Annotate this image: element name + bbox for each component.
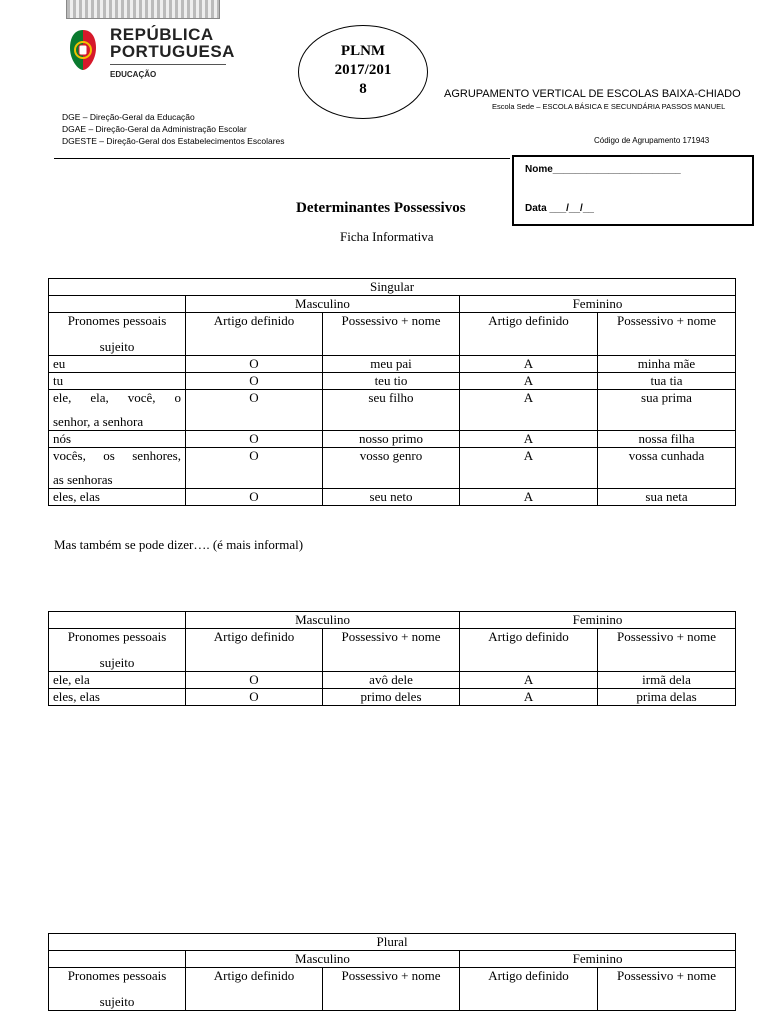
table-row (49, 373, 736, 390)
table-row (49, 390, 736, 431)
feminino-header: Feminino (460, 296, 736, 313)
pronomes-header-line2: sujeito (99, 339, 135, 354)
artigo-f-header: Artigo definido (460, 313, 598, 356)
logo-sub: EDUCAÇÃO (110, 70, 157, 79)
table-caption: Plural (49, 934, 736, 951)
table-caption-row (49, 279, 736, 296)
possessivo-m-cell: primo deles (323, 689, 460, 706)
informal-table (48, 611, 736, 706)
gender-header-row (49, 612, 736, 629)
possessivo-m-cell: vosso genro (323, 448, 460, 489)
pronome-line1: ele, ela, você, o (53, 390, 181, 405)
possessivo-m-header: Possessivo + nome (323, 313, 460, 356)
logo-divider (110, 64, 226, 65)
republica-portuguesa-logo (66, 24, 235, 82)
gender-header-row (49, 296, 736, 313)
artigo-f-cell: A (460, 448, 598, 489)
portugal-flag-icon (68, 28, 98, 72)
artigo-m-cell: O (186, 356, 323, 373)
empty-header-cell (49, 951, 186, 968)
possessivo-m-header: Possessivo + nome (323, 968, 460, 1011)
artigo-m-cell: O (186, 672, 323, 689)
artigo-f-header: Artigo definido (460, 968, 598, 1011)
pronome-line2: as senhoras (53, 472, 113, 487)
table-row (49, 431, 736, 448)
oval-line1: PLNM (340, 43, 386, 59)
artigo-m-cell: O (186, 489, 323, 506)
dgeste-line: DGESTE – Direção-Geral dos Estabelecimentos Escolares (62, 136, 285, 146)
pronomes-header (49, 313, 186, 356)
empty-header-cell (49, 296, 186, 313)
pronomes-header (49, 968, 186, 1011)
possessivo-f-cell: minha mãe (598, 356, 736, 373)
artigo-m-header: Artigo definido (186, 968, 323, 1011)
possessivo-m-header: Possessivo + nome (323, 629, 460, 672)
possessivo-f-cell: vossa cunhada (598, 448, 736, 489)
possessivo-m-cell: seu filho (323, 390, 460, 431)
dgae-line: DGAE – Direção-Geral da Administração Escolar (62, 124, 247, 134)
possessivo-f-cell: irmã dela (598, 672, 736, 689)
possessivo-f-header: Possessivo + nome (598, 968, 736, 1011)
oval-line2: 2017/201 (334, 62, 392, 78)
masculino-header: Masculino (186, 951, 460, 968)
possessivo-f-header: Possessivo + nome (598, 313, 736, 356)
pronomes-header-line2: sujeito (99, 655, 135, 670)
possessivo-f-cell: tua tia (598, 373, 736, 390)
escola-sede: Escola Sede – ESCOLA BÁSICA E SECUNDÁRIA PASSOS MANUEL (492, 102, 726, 111)
artigo-f-cell: A (460, 356, 598, 373)
singular-table (48, 278, 736, 506)
possessivo-m-cell: nosso primo (323, 431, 460, 448)
plural-table (48, 933, 736, 1011)
possessivo-m-cell: teu tio (323, 373, 460, 390)
possessivo-m-cell: seu neto (323, 489, 460, 506)
table-row (49, 672, 736, 689)
pronome-cell: eles, elas (49, 689, 186, 706)
agrupamento-title: AGRUPAMENTO VERTICAL DE ESCOLAS BAIXA-CHIADO (444, 88, 741, 100)
column-header-row (49, 313, 736, 356)
logo-line2: PORTUGUESA (110, 42, 235, 61)
table-row (49, 489, 736, 506)
artigo-m-cell: O (186, 448, 323, 489)
artigo-m-cell: O (186, 689, 323, 706)
artigo-f-cell: A (460, 689, 598, 706)
logo-line1: REPÚBLICA (110, 25, 214, 44)
pronome-cell: ele, ela (49, 672, 186, 689)
artigo-f-cell: A (460, 390, 598, 431)
artigo-f-cell: A (460, 672, 598, 689)
pronomes-header-line1: Pronomes pessoais (67, 968, 167, 983)
name-field[interactable]: Nome_______________________ (525, 164, 681, 175)
pronomes-header-line2: sujeito (99, 994, 135, 1009)
pronomes-header-line1: Pronomes pessoais (67, 313, 167, 328)
name-date-box (512, 155, 754, 226)
pronomes-header (49, 629, 186, 672)
table-row (49, 356, 736, 373)
pronomes-header-line1: Pronomes pessoais (67, 629, 167, 644)
possessivo-f-cell: sua prima (598, 390, 736, 431)
informal-note: Mas também se pode dizer…. (é mais informal) (54, 537, 304, 552)
page-subtitle: Ficha Informativa (340, 229, 434, 244)
page-title: Determinantes Possessivos (296, 200, 466, 216)
artigo-m-cell: O (186, 431, 323, 448)
possessivo-f-header: Possessivo + nome (598, 629, 736, 672)
pronome-cell: eles, elas (49, 489, 186, 506)
artigo-m-cell: O (186, 373, 323, 390)
feminino-header: Feminino (460, 612, 736, 629)
pronome-cell: tu (49, 373, 186, 390)
oval-line3: 8 (359, 81, 367, 97)
artigo-f-cell: A (460, 373, 598, 390)
pronome-line1: vocês, os senhores, (53, 448, 181, 463)
table-row (49, 689, 736, 706)
artigo-m-cell: O (186, 390, 323, 431)
date-field[interactable]: Data ___/__/__ (525, 203, 594, 214)
artigo-f-header: Artigo definido (460, 629, 598, 672)
pronome-cell (49, 448, 186, 489)
plnm-oval (298, 25, 428, 119)
feminino-header: Feminino (460, 951, 736, 968)
artigo-m-header: Artigo definido (186, 313, 323, 356)
table-caption-row (49, 934, 736, 951)
header-banner-image (66, 0, 220, 19)
artigo-f-cell: A (460, 489, 598, 506)
header-divider (54, 158, 510, 159)
column-header-row (49, 968, 736, 1011)
possessivo-f-cell: prima delas (598, 689, 736, 706)
possessivo-f-cell: nossa filha (598, 431, 736, 448)
gender-header-row (49, 951, 736, 968)
possessivo-f-cell: sua neta (598, 489, 736, 506)
artigo-f-cell: A (460, 431, 598, 448)
possessivo-m-cell: avô dele (323, 672, 460, 689)
masculino-header: Masculino (186, 296, 460, 313)
empty-header-cell (49, 612, 186, 629)
dge-line: DGE – Direção-Geral da Educação (62, 112, 195, 122)
masculino-header: Masculino (186, 612, 460, 629)
table-row (49, 448, 736, 489)
pronome-cell: eu (49, 356, 186, 373)
artigo-m-header: Artigo definido (186, 629, 323, 672)
logo-text (110, 26, 235, 60)
column-header-row (49, 629, 736, 672)
table-caption: Singular (49, 279, 736, 296)
codigo-agrupamento: Código de Agrupamento 171943 (594, 136, 710, 145)
possessivo-m-cell: meu pai (323, 356, 460, 373)
pronome-cell (49, 390, 186, 431)
pronome-cell: nós (49, 431, 186, 448)
pronome-line2: senhor, a senhora (53, 414, 144, 429)
